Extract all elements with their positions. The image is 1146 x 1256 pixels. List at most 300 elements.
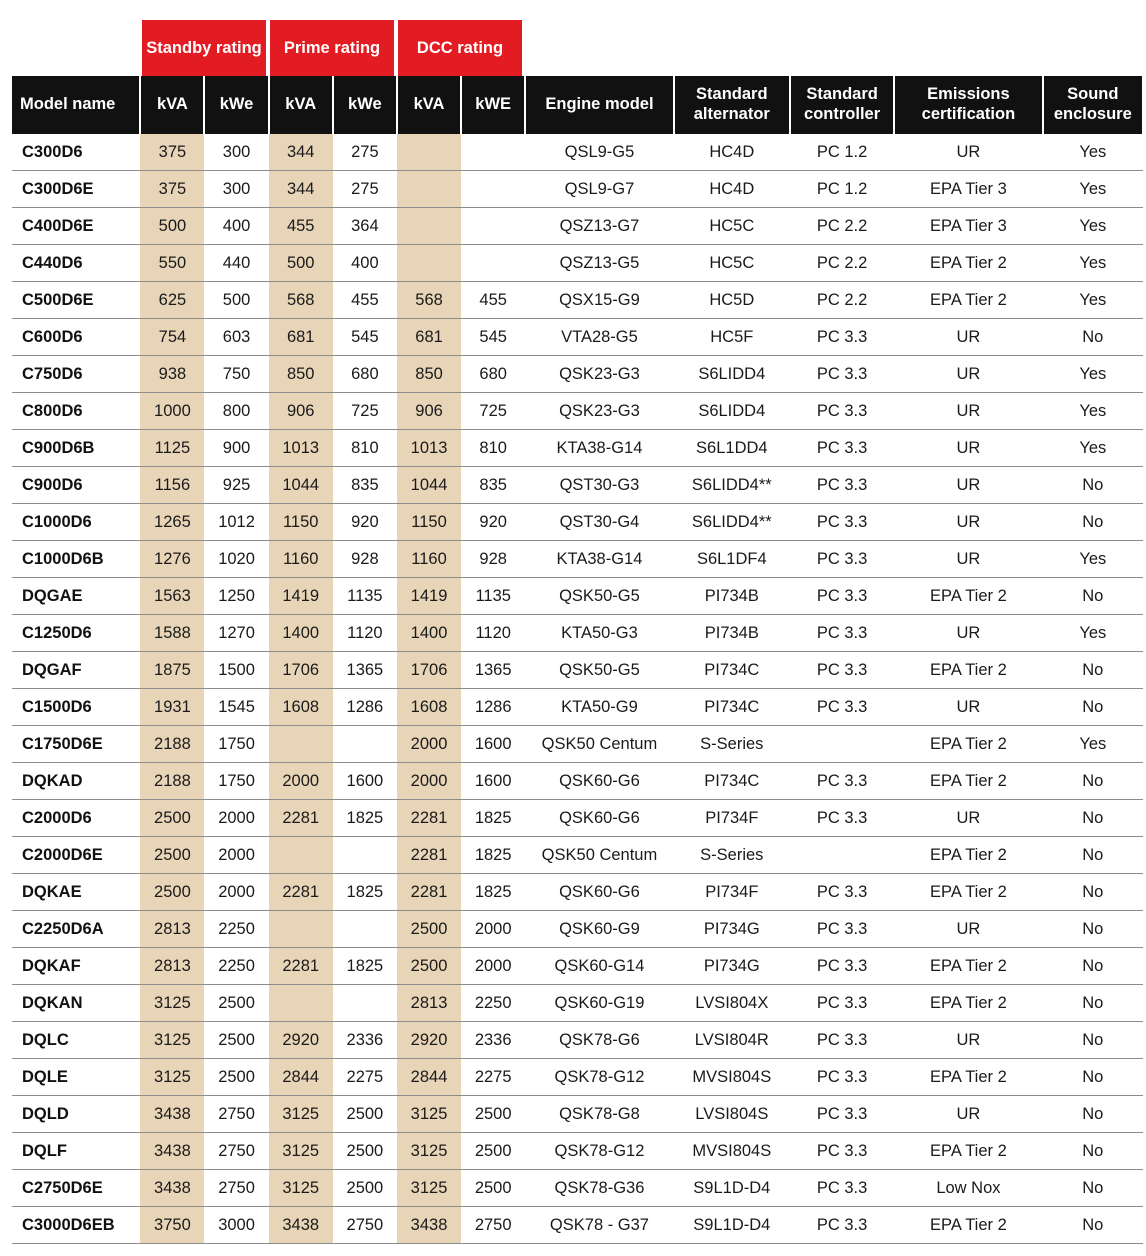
standby-kwe-cell: 2750	[204, 1170, 268, 1207]
sound-enclosure-cell: Yes	[1043, 393, 1143, 430]
dcc-kwe-cell: 2500	[461, 1096, 525, 1133]
alternator-cell: PI734G	[674, 911, 790, 948]
alternator-cell: S-Series	[674, 726, 790, 763]
dcc-kwe-cell: 2250	[461, 985, 525, 1022]
sound-enclosure-cell: No	[1043, 874, 1143, 911]
group-spacer	[12, 20, 140, 76]
sound-enclosure-cell: No	[1043, 319, 1143, 356]
standby-kva-cell: 375	[140, 171, 204, 208]
controller-cell: PC 3.3	[790, 615, 894, 652]
prime-kwe-cell: 1365	[333, 652, 397, 689]
prime-kva-cell: 681	[269, 319, 333, 356]
alternator-cell: S6L1DD4	[674, 430, 790, 467]
standby-kva-cell: 2500	[140, 874, 204, 911]
emissions-cell: EPA Tier 2	[894, 282, 1042, 319]
standby-kva-cell: 938	[140, 356, 204, 393]
standby-kva-cell: 1563	[140, 578, 204, 615]
prime-kva-cell: 3125	[269, 1170, 333, 1207]
alternator-cell: LVSI804S	[674, 1096, 790, 1133]
table-row	[12, 874, 1143, 911]
table-row	[12, 430, 1143, 467]
generator-table	[12, 76, 1144, 1244]
dcc-rating-header: DCC rating	[396, 20, 524, 76]
sound-enclosure-cell: No	[1043, 948, 1143, 985]
controller-cell: PC 3.3	[790, 430, 894, 467]
dcc-kva-cell: 2000	[397, 763, 461, 800]
table-row	[12, 356, 1143, 393]
standby-kva-cell: 2813	[140, 911, 204, 948]
dcc-kwe-cell: 2500	[461, 1170, 525, 1207]
standby-kwe-cell: 400	[204, 208, 268, 245]
table-row	[12, 541, 1143, 578]
table-row	[12, 1096, 1143, 1133]
emissions-cell: UR	[894, 541, 1042, 578]
emissions-cell: UR	[894, 133, 1042, 171]
dcc-kwe-cell: 1825	[461, 800, 525, 837]
standby-kva-cell: 1931	[140, 689, 204, 726]
standby-kva-cell: 500	[140, 208, 204, 245]
col-sound-enclosure: Sound enclosure	[1043, 76, 1143, 133]
table-row	[12, 319, 1143, 356]
prime-kva-cell: 455	[269, 208, 333, 245]
prime-rating-header: Prime rating	[268, 20, 396, 76]
model-name-cell: C750D6	[12, 356, 140, 393]
model-name-cell: C2000D6E	[12, 837, 140, 874]
table-row	[12, 245, 1143, 282]
prime-kva-cell: 2844	[269, 1059, 333, 1096]
prime-kwe-cell: 2336	[333, 1022, 397, 1059]
prime-kva-cell	[269, 837, 333, 874]
col-model-name: Model name	[12, 76, 140, 133]
alternator-cell: S6LIDD4**	[674, 504, 790, 541]
standby-kwe-cell: 1250	[204, 578, 268, 615]
sound-enclosure-cell: Yes	[1043, 726, 1143, 763]
emissions-cell: UR	[894, 800, 1042, 837]
engine-model-cell: QSZ13-G5	[525, 245, 673, 282]
table-row	[12, 800, 1143, 837]
alternator-cell: MVSI804S	[674, 1133, 790, 1170]
dcc-kwe-cell: 1135	[461, 578, 525, 615]
prime-kva-cell: 3125	[269, 1133, 333, 1170]
sound-enclosure-cell: No	[1043, 1059, 1143, 1096]
dcc-kwe-cell	[461, 245, 525, 282]
sound-enclosure-cell: No	[1043, 1096, 1143, 1133]
dcc-kva-cell: 1400	[397, 615, 461, 652]
prime-kwe-cell: 1825	[333, 800, 397, 837]
model-name-cell: DQGAF	[12, 652, 140, 689]
emissions-cell: EPA Tier 2	[894, 245, 1042, 282]
sound-enclosure-cell: Yes	[1043, 245, 1143, 282]
engine-model-cell: VTA28-G5	[525, 319, 673, 356]
prime-kwe-cell: 1825	[333, 948, 397, 985]
alternator-cell: HC4D	[674, 133, 790, 171]
standby-kwe-cell: 1750	[204, 763, 268, 800]
alternator-cell: LVSI804X	[674, 985, 790, 1022]
model-name-cell: C400D6E	[12, 208, 140, 245]
prime-kva-cell: 2281	[269, 948, 333, 985]
controller-cell: PC 3.3	[790, 689, 894, 726]
emissions-cell: UR	[894, 504, 1042, 541]
col-dcc-kwe: kWE	[461, 76, 525, 133]
dcc-kva-cell: 1608	[397, 689, 461, 726]
table-row	[12, 615, 1143, 652]
dcc-kva-cell: 1044	[397, 467, 461, 504]
standby-kva-cell: 3125	[140, 1059, 204, 1096]
dcc-kwe-cell: 2000	[461, 911, 525, 948]
alternator-cell: S9L1D-D4	[674, 1170, 790, 1207]
col-emissions-certification: Emissions certification	[894, 76, 1042, 133]
model-name-cell: C2750D6E	[12, 1170, 140, 1207]
table-row	[12, 1059, 1143, 1096]
prime-kwe-cell: 928	[333, 541, 397, 578]
standby-kva-cell: 2188	[140, 726, 204, 763]
dcc-kwe-cell: 1600	[461, 726, 525, 763]
model-name-cell: C1500D6	[12, 689, 140, 726]
prime-kva-cell: 3438	[269, 1207, 333, 1244]
prime-kwe-cell: 1120	[333, 615, 397, 652]
controller-cell: PC 3.3	[790, 1133, 894, 1170]
table-row	[12, 1170, 1143, 1207]
emissions-cell: EPA Tier 3	[894, 208, 1042, 245]
model-name-cell: DQKAN	[12, 985, 140, 1022]
dcc-kwe-cell: 2275	[461, 1059, 525, 1096]
dcc-kva-cell: 2500	[397, 911, 461, 948]
alternator-cell: PI734G	[674, 948, 790, 985]
dcc-kwe-cell: 920	[461, 504, 525, 541]
sound-enclosure-cell: Yes	[1043, 282, 1143, 319]
engine-model-cell: QST30-G3	[525, 467, 673, 504]
standby-kwe-cell: 2250	[204, 948, 268, 985]
engine-model-cell: QSX15-G9	[525, 282, 673, 319]
sound-enclosure-cell: Yes	[1043, 615, 1143, 652]
sound-enclosure-cell: No	[1043, 985, 1143, 1022]
sound-enclosure-cell: No	[1043, 689, 1143, 726]
standby-kva-cell: 1125	[140, 430, 204, 467]
engine-model-cell: QSK50-G5	[525, 578, 673, 615]
standby-kwe-cell: 900	[204, 430, 268, 467]
engine-model-cell: QSK60-G6	[525, 874, 673, 911]
prime-kwe-cell: 400	[333, 245, 397, 282]
standby-kwe-cell: 500	[204, 282, 268, 319]
dcc-kva-cell	[397, 208, 461, 245]
model-name-cell: C2000D6	[12, 800, 140, 837]
prime-kva-cell: 2281	[269, 800, 333, 837]
engine-model-cell: QSK60-G6	[525, 763, 673, 800]
standby-kwe-cell: 1270	[204, 615, 268, 652]
sound-enclosure-cell: Yes	[1043, 430, 1143, 467]
controller-cell: PC 2.2	[790, 208, 894, 245]
standby-kva-cell: 754	[140, 319, 204, 356]
alternator-cell: PI734C	[674, 763, 790, 800]
emissions-cell: UR	[894, 1022, 1042, 1059]
emissions-cell: EPA Tier 3	[894, 171, 1042, 208]
prime-kwe-cell: 810	[333, 430, 397, 467]
dcc-kva-cell: 3438	[397, 1207, 461, 1244]
alternator-cell: PI734F	[674, 874, 790, 911]
emissions-cell: EPA Tier 2	[894, 1207, 1042, 1244]
prime-kva-cell: 2920	[269, 1022, 333, 1059]
controller-cell: PC 3.3	[790, 985, 894, 1022]
emissions-cell: EPA Tier 2	[894, 726, 1042, 763]
engine-model-cell: QSK50 Centum	[525, 726, 673, 763]
model-name-cell: C1000D6	[12, 504, 140, 541]
dcc-kwe-cell: 1825	[461, 837, 525, 874]
dcc-kwe-cell: 2336	[461, 1022, 525, 1059]
emissions-cell: EPA Tier 2	[894, 874, 1042, 911]
prime-kwe-cell: 545	[333, 319, 397, 356]
sound-enclosure-cell: No	[1043, 911, 1143, 948]
controller-cell: PC 3.3	[790, 1022, 894, 1059]
prime-kwe-cell: 2275	[333, 1059, 397, 1096]
standby-kwe-cell: 1020	[204, 541, 268, 578]
dcc-kwe-cell	[461, 133, 525, 171]
engine-model-cell: QSK78-G12	[525, 1059, 673, 1096]
controller-cell: PC 3.3	[790, 578, 894, 615]
table-body	[12, 133, 1143, 1244]
prime-kwe-cell: 2500	[333, 1096, 397, 1133]
standby-kva-cell: 2188	[140, 763, 204, 800]
model-name-cell: C1000D6B	[12, 541, 140, 578]
engine-model-cell: QSK78-G8	[525, 1096, 673, 1133]
controller-cell: PC 3.3	[790, 1059, 894, 1096]
emissions-cell: UR	[894, 467, 1042, 504]
alternator-cell: HC4D	[674, 171, 790, 208]
prime-kva-cell: 2000	[269, 763, 333, 800]
controller-cell: PC 3.3	[790, 319, 894, 356]
engine-model-cell: KTA50-G9	[525, 689, 673, 726]
alternator-cell: S-Series	[674, 837, 790, 874]
emissions-cell: EPA Tier 2	[894, 837, 1042, 874]
model-name-cell: DQKAD	[12, 763, 140, 800]
emissions-cell: UR	[894, 393, 1042, 430]
engine-model-cell: QSK78-G36	[525, 1170, 673, 1207]
engine-model-cell: QSL9-G5	[525, 133, 673, 171]
dcc-kva-cell: 850	[397, 356, 461, 393]
prime-kwe-cell: 455	[333, 282, 397, 319]
model-name-cell: DQKAF	[12, 948, 140, 985]
model-name-cell: C500D6E	[12, 282, 140, 319]
standby-kwe-cell: 603	[204, 319, 268, 356]
engine-model-cell: QSZ13-G7	[525, 208, 673, 245]
controller-cell: PC 3.3	[790, 541, 894, 578]
sound-enclosure-cell: No	[1043, 578, 1143, 615]
dcc-kva-cell: 2281	[397, 874, 461, 911]
emissions-cell: EPA Tier 2	[894, 1059, 1042, 1096]
controller-cell: PC 3.3	[790, 1207, 894, 1244]
standby-kva-cell: 3750	[140, 1207, 204, 1244]
dcc-kva-cell: 681	[397, 319, 461, 356]
standby-kva-cell: 375	[140, 133, 204, 171]
rating-group-header-row	[12, 20, 1144, 76]
standby-kva-cell: 3125	[140, 985, 204, 1022]
standby-kwe-cell: 1750	[204, 726, 268, 763]
prime-kva-cell: 1044	[269, 467, 333, 504]
dcc-kwe-cell	[461, 208, 525, 245]
prime-kwe-cell: 2750	[333, 1207, 397, 1244]
standby-kwe-cell: 3000	[204, 1207, 268, 1244]
dcc-kwe-cell: 1120	[461, 615, 525, 652]
dcc-kva-cell: 2844	[397, 1059, 461, 1096]
alternator-cell: LVSI804R	[674, 1022, 790, 1059]
sound-enclosure-cell: Yes	[1043, 133, 1143, 171]
controller-cell: PC 3.3	[790, 763, 894, 800]
prime-kva-cell: 344	[269, 133, 333, 171]
dcc-kwe-cell: 810	[461, 430, 525, 467]
engine-model-cell: QSK60-G9	[525, 911, 673, 948]
standby-kva-cell: 3438	[140, 1096, 204, 1133]
standby-kwe-cell: 2750	[204, 1096, 268, 1133]
table-row	[12, 467, 1143, 504]
dcc-kwe-cell: 1286	[461, 689, 525, 726]
engine-model-cell: QSK60-G19	[525, 985, 673, 1022]
alternator-cell: HC5C	[674, 245, 790, 282]
prime-kva-cell: 2281	[269, 874, 333, 911]
alternator-cell: S6LIDD4	[674, 356, 790, 393]
prime-kwe-cell	[333, 837, 397, 874]
engine-model-cell: QSK23-G3	[525, 356, 673, 393]
table-row	[12, 133, 1143, 171]
dcc-kva-cell: 568	[397, 282, 461, 319]
col-standby-kva: kVA	[140, 76, 204, 133]
sound-enclosure-cell: No	[1043, 1207, 1143, 1244]
standby-kva-cell: 1875	[140, 652, 204, 689]
model-name-cell: C800D6	[12, 393, 140, 430]
engine-model-cell: QSK23-G3	[525, 393, 673, 430]
standby-kwe-cell: 1545	[204, 689, 268, 726]
prime-kwe-cell: 920	[333, 504, 397, 541]
alternator-cell: HC5D	[674, 282, 790, 319]
standby-kva-cell: 1265	[140, 504, 204, 541]
prime-kva-cell: 344	[269, 171, 333, 208]
engine-model-cell: QSK60-G6	[525, 800, 673, 837]
model-name-cell: C3000D6EB	[12, 1207, 140, 1244]
controller-cell: PC 1.2	[790, 171, 894, 208]
alternator-cell: PI734C	[674, 652, 790, 689]
engine-model-cell: QSK78 - G37	[525, 1207, 673, 1244]
table-row	[12, 282, 1143, 319]
engine-model-cell: QSL9-G7	[525, 171, 673, 208]
standby-kwe-cell: 2500	[204, 1059, 268, 1096]
prime-kwe-cell	[333, 911, 397, 948]
controller-cell: PC 2.2	[790, 245, 894, 282]
sound-enclosure-cell: No	[1043, 652, 1143, 689]
controller-cell: PC 3.3	[790, 874, 894, 911]
standby-kva-cell: 1000	[140, 393, 204, 430]
standby-kwe-cell: 2500	[204, 985, 268, 1022]
emissions-cell: UR	[894, 430, 1042, 467]
model-name-cell: DQLC	[12, 1022, 140, 1059]
controller-cell	[790, 837, 894, 874]
alternator-cell: HC5F	[674, 319, 790, 356]
sound-enclosure-cell: No	[1043, 837, 1143, 874]
controller-cell	[790, 726, 894, 763]
table-row	[12, 504, 1143, 541]
controller-cell: PC 3.3	[790, 911, 894, 948]
table-row	[12, 1022, 1143, 1059]
dcc-kva-cell: 2920	[397, 1022, 461, 1059]
prime-kwe-cell: 275	[333, 171, 397, 208]
emissions-cell: UR	[894, 356, 1042, 393]
prime-kwe-cell: 1135	[333, 578, 397, 615]
prime-kva-cell: 568	[269, 282, 333, 319]
prime-kva-cell	[269, 985, 333, 1022]
table-row	[12, 578, 1143, 615]
controller-cell: PC 3.3	[790, 1096, 894, 1133]
dcc-kwe-cell: 725	[461, 393, 525, 430]
standby-kwe-cell: 2000	[204, 874, 268, 911]
controller-cell: PC 3.3	[790, 948, 894, 985]
alternator-cell: S6L1DF4	[674, 541, 790, 578]
dcc-kva-cell: 1150	[397, 504, 461, 541]
engine-model-cell: QST30-G4	[525, 504, 673, 541]
emissions-cell: Low Nox	[894, 1170, 1042, 1207]
emissions-cell: UR	[894, 319, 1042, 356]
prime-kva-cell	[269, 911, 333, 948]
table-row	[12, 652, 1143, 689]
prime-kwe-cell: 835	[333, 467, 397, 504]
model-name-cell: DQLD	[12, 1096, 140, 1133]
sound-enclosure-cell: No	[1043, 763, 1143, 800]
col-standard-alternator: Standard alternator	[674, 76, 790, 133]
alternator-cell: PI734B	[674, 615, 790, 652]
standby-kva-cell: 1276	[140, 541, 204, 578]
prime-kva-cell: 1400	[269, 615, 333, 652]
controller-cell: PC 3.3	[790, 1170, 894, 1207]
controller-cell: PC 3.3	[790, 652, 894, 689]
dcc-kwe-cell	[461, 171, 525, 208]
controller-cell: PC 3.3	[790, 356, 894, 393]
prime-kwe-cell: 1600	[333, 763, 397, 800]
standby-kwe-cell: 750	[204, 356, 268, 393]
controller-cell: PC 3.3	[790, 393, 894, 430]
standby-kva-cell: 2500	[140, 837, 204, 874]
model-name-cell: C1750D6E	[12, 726, 140, 763]
prime-kva-cell: 1419	[269, 578, 333, 615]
standby-kwe-cell: 1500	[204, 652, 268, 689]
model-name-cell: DQKAE	[12, 874, 140, 911]
dcc-kva-cell: 3125	[397, 1096, 461, 1133]
prime-kwe-cell: 680	[333, 356, 397, 393]
table-row	[12, 1133, 1143, 1170]
alternator-cell: PI734F	[674, 800, 790, 837]
dcc-kva-cell	[397, 133, 461, 171]
emissions-cell: UR	[894, 911, 1042, 948]
model-name-cell: C300D6E	[12, 171, 140, 208]
dcc-kva-cell: 1160	[397, 541, 461, 578]
engine-model-cell: QSK50 Centum	[525, 837, 673, 874]
sound-enclosure-cell: No	[1043, 1133, 1143, 1170]
standby-kwe-cell: 2250	[204, 911, 268, 948]
emissions-cell: EPA Tier 2	[894, 1133, 1042, 1170]
col-engine-model: Engine model	[525, 76, 673, 133]
engine-model-cell: QSK78-G12	[525, 1133, 673, 1170]
sound-enclosure-cell: Yes	[1043, 208, 1143, 245]
engine-model-cell: QSK50-G5	[525, 652, 673, 689]
dcc-kwe-cell: 1365	[461, 652, 525, 689]
dcc-kva-cell: 2813	[397, 985, 461, 1022]
alternator-cell: S6LIDD4	[674, 393, 790, 430]
dcc-kwe-cell: 2000	[461, 948, 525, 985]
prime-kwe-cell: 1286	[333, 689, 397, 726]
prime-kwe-cell: 275	[333, 133, 397, 171]
emissions-cell: EPA Tier 2	[894, 652, 1042, 689]
dcc-kva-cell: 1706	[397, 652, 461, 689]
prime-kwe-cell	[333, 726, 397, 763]
model-name-cell: C300D6	[12, 133, 140, 171]
model-name-cell: DQLE	[12, 1059, 140, 1096]
sound-enclosure-cell: Yes	[1043, 541, 1143, 578]
standby-kwe-cell: 1012	[204, 504, 268, 541]
